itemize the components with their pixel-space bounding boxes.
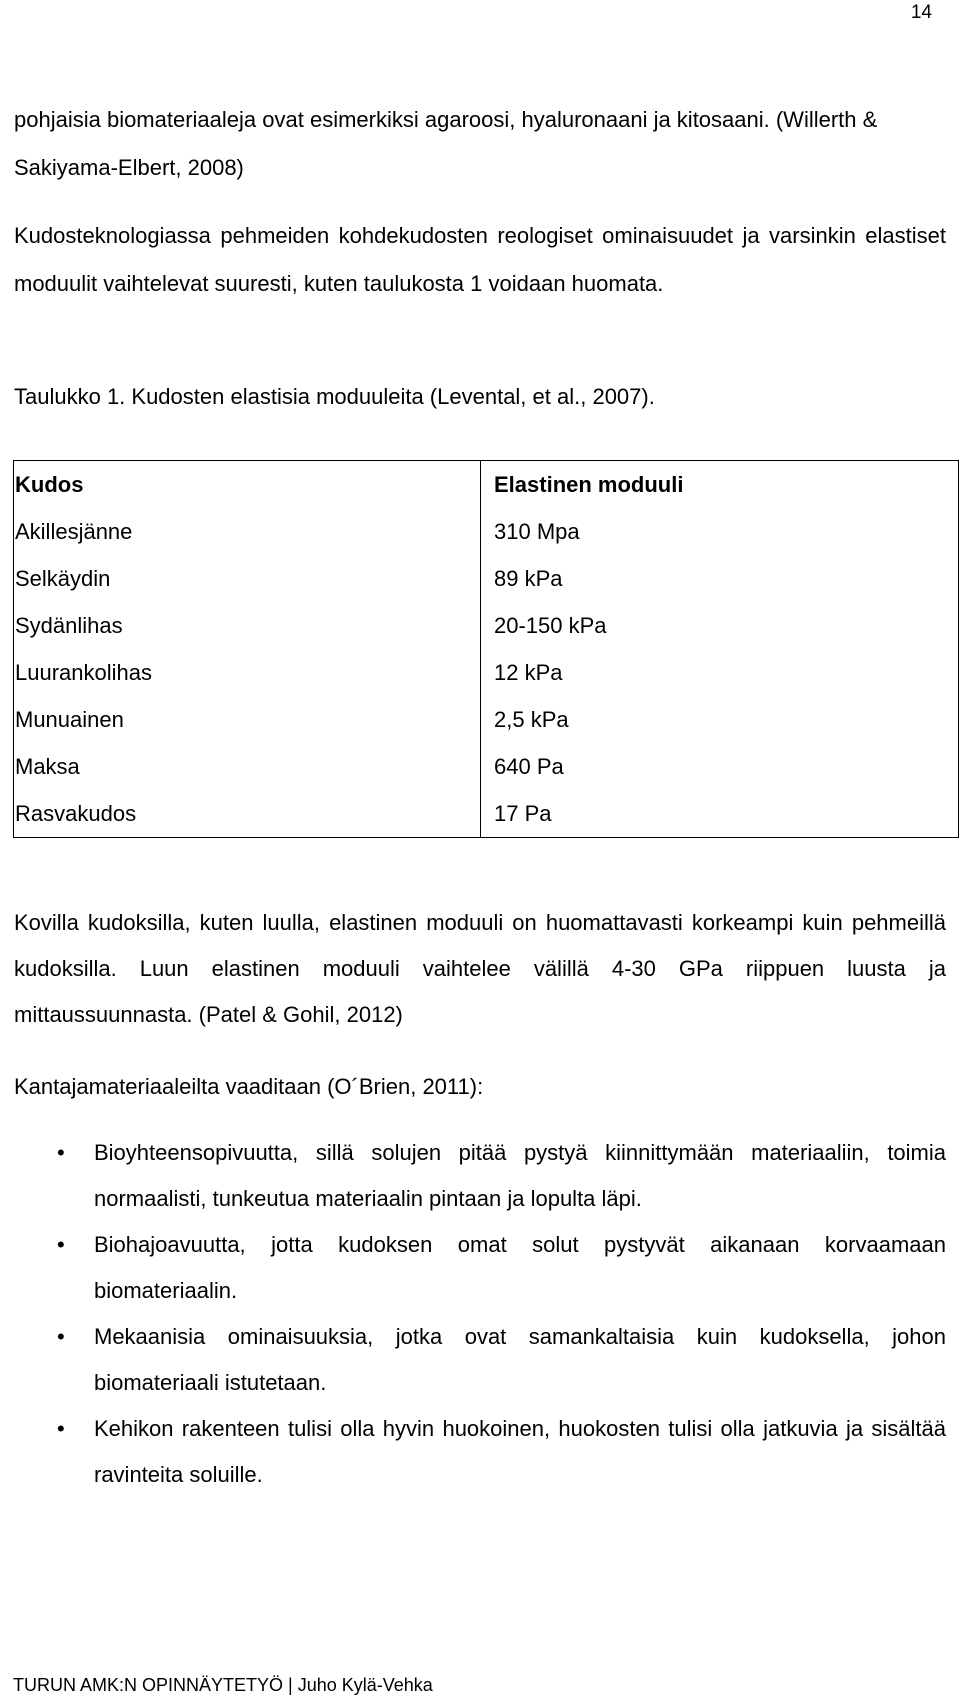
modulus-cell: 89 kPa [481, 555, 959, 602]
table-header-row [14, 461, 959, 509]
bullet-icon: • [57, 1140, 65, 1165]
intro-paragraph-1: pohjaisia biomateriaaleja ovat esimerkiksi agaroosi, hyaluronaani ja kitosaani. (Willerth & Sakiyama-Elbert, 2008) [14, 107, 878, 180]
list-item-text: Biohajoavuutta, jotta kudoksen omat solut pystyvät aikanaan korvaamaan biomateriaalin. [94, 1232, 946, 1303]
table-row [14, 790, 959, 838]
tissue-cell: Maksa [14, 743, 481, 790]
header-tissue: Kudos [14, 461, 481, 509]
tissue-cell: Sydänlihas [14, 602, 481, 649]
page-footer: TURUN AMK:N OPINNÄYTETYÖ | Juho Kylä-Vehka [13, 1675, 433, 1695]
table-row [14, 649, 959, 696]
elastic-moduli-table [13, 460, 959, 838]
tissue-cell: Akillesjänne [14, 508, 481, 555]
tissue-cell: Munuainen [14, 696, 481, 743]
modulus-cell: 310 Mpa [481, 508, 959, 555]
list-item [0, 1406, 946, 1498]
modulus-cell: 640 Pa [481, 743, 959, 790]
tissue-cell: Selkäydin [14, 555, 481, 602]
tissue-cell: Luurankolihas [14, 649, 481, 696]
modulus-cell: 2,5 kPa [481, 696, 959, 743]
tissue-cell: Rasvakudos [14, 790, 481, 838]
table-row [14, 743, 959, 790]
list-item-text: Bioyhteensopivuutta, sillä solujen pitää pystyä kiinnittymään materiaaliin, toimia normaalisti, tunkeutua materiaalin pintaan ja lopulta läpi. [94, 1140, 946, 1211]
list-item-text: Mekaanisia ominaisuuksia, jotka ovat samankaltaisia kuin kudoksella, johon biomateriaali istutetaan. [94, 1324, 946, 1395]
modulus-cell: 20-150 kPa [481, 602, 959, 649]
table-row [14, 555, 959, 602]
table-row [14, 696, 959, 743]
page-number: 14 [910, 2, 932, 23]
intro-paragraph-2: Kudosteknologiassa pehmeiden kohdekudosten reologiset ominaisuudet ja varsinkin elastiset moduulit vaihtelevat suuresti, kuten taulukosta 1 voidaan huomata. [14, 223, 946, 296]
bullet-icon: • [57, 1232, 65, 1257]
list-item [0, 1314, 946, 1406]
header-modulus: Elastinen moduuli [481, 461, 959, 509]
list-item [0, 1222, 946, 1314]
hard-tissue-paragraph: Kovilla kudoksilla, kuten luulla, elastinen moduuli on huomattavasti korkeampi kuin pehmeillä kudoksilla. Luun elastinen moduuli vaihtelee välillä 4-30 GPa riippuen luusta ja mittaussuunnasta. (Patel & Gohil, 2012) [14, 910, 946, 1027]
bullet-icon: • [57, 1324, 65, 1349]
table-caption: Taulukko 1. Kudosten elastisia moduuleita (Levental, et al., 2007). [14, 384, 655, 409]
list-item [0, 1130, 946, 1222]
requirements-list [0, 1130, 946, 1498]
modulus-cell: 12 kPa [481, 649, 959, 696]
table-row [14, 602, 959, 649]
bullet-icon: • [57, 1416, 65, 1441]
list-item-text: Kehikon rakenteen tulisi olla hyvin huokoinen, huokosten tulisi olla jatkuvia ja sisältää ravinteita soluille. [94, 1416, 946, 1487]
requirements-intro: Kantajamateriaaleilta vaaditaan (O´Brien, 2011): [14, 1074, 484, 1099]
modulus-cell: 17 Pa [481, 790, 959, 838]
table-row [14, 508, 959, 555]
